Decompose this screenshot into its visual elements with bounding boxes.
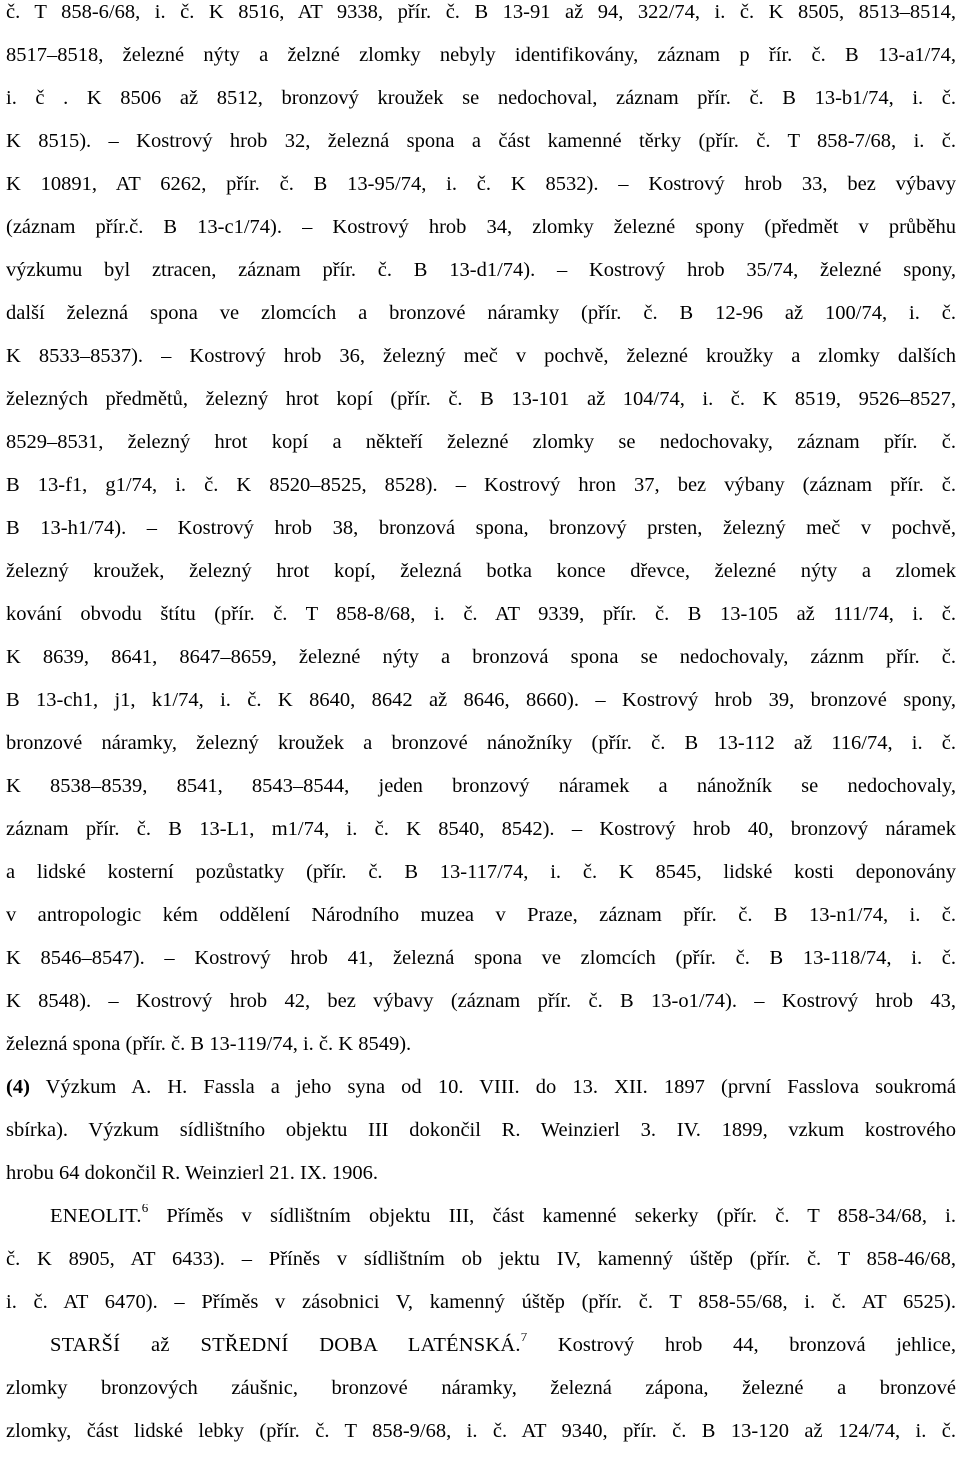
text-line: K 8639, 8641, 8647–8659, železné nýty a bronzová spona se nedochovaly, záznm přír. č. <box>6 646 956 668</box>
text-line: hrobu 64 dokončil R. Weinzierl 21. IX. 1906. <box>6 1162 379 1184</box>
eneolit-text: Příměs v sídlištním objektu III, část kamenné sekerky (přír. č. T 858-34/68, i. <box>148 1205 956 1227</box>
text-line: K 8538–8539, 8541, 8543–8544, jeden bronzový náramek a nánožník se nedochovaly, <box>6 775 956 797</box>
text-line: B 13-ch1, j1, k1/74, i. č. K 8640, 8642 až 8646, 8660). – Kostrový hrob 39, bronzové spony, <box>6 689 956 711</box>
laten-heading-line <box>50 1333 956 1357</box>
period-heading: ENEOLIT. <box>50 1205 142 1227</box>
text-line: výzkumu byl ztracen, záznam přír. č. B 13-d1/74). – Kostrový hrob 35/74, železné spony, <box>6 259 956 281</box>
text-line: 8529–8531, železný hrot kopí a někteří železné zlomky se nedochovaky, záznam přír. č. <box>6 431 956 453</box>
text-line: č. T 858-6/68, i. č. K 8516, AT 9338, přír. č. B 13-91 až 94, 322/74, i. č. K 8505, 8513–8514, <box>6 1 956 23</box>
text-line: K 10891, AT 6262, přír. č. B 13-95/74, i. č. K 8532). – Kostrový hrob 33, bez výbavy <box>6 173 956 195</box>
text-line: bronzové náramky, železný kroužek a bronzové nánožníky (přír. č. B 13-112 až 116/74, i. č. <box>6 732 956 754</box>
text-line: záznam přír. č. B 13-L1, m1/74, i. č. K 8540, 8542). – Kostrový hrob 40, bronzový náramek <box>6 818 956 840</box>
text-line: železných předmětů, železný hrot kopí (přír. č. B 13-101 až 104/74, i. č. K 8519, 9526–8527, <box>6 388 956 410</box>
text-line: i. č. AT 6470). – Příměs v zásobnici V, kamenný úštěp (přír. č. T 858-55/68, i. č. AT 6525). <box>6 1291 956 1313</box>
eneolit-heading-line <box>50 1204 956 1228</box>
laten-text: Kostrový hrob 44, bronzová jehlice, <box>527 1334 956 1356</box>
text-line: v antropologic kém oddělení Národního muzea v Praze, záznam přír. č. B 13-n1/74, i. č. <box>6 904 956 926</box>
section-number: (4) <box>6 1076 30 1098</box>
text-line: kování obvodu štítu (přír. č. T 858-8/68, i. č. AT 9339, přír. č. B 13-105 až 111/74, i. č. <box>6 603 956 625</box>
footnote-ref: 6 <box>141 1204 149 1216</box>
text-line: K 8548). – Kostrový hrob 42, bez výbavy (záznam přír. č. B 13-o1/74). – Kostrový hrob 43, <box>6 990 956 1012</box>
text-line: K 8533–8537). – Kostrový hrob 36, železný meč v pochvě, železné kroužky a zlomky dalších <box>6 345 956 367</box>
text-line: 8517–8518, železné nýty a želzné zlomky nebyly identifikovány, záznam p řír. č. B 13-a1/74, <box>6 44 956 66</box>
text-line: B 13-f1, g1/74, i. č. K 8520–8525, 8528). – Kostrový hron 37, bez výbany (záznam přír. č. <box>6 474 956 496</box>
text-line: K 8515). – Kostrový hrob 32, železná spona a část kamenné těrky (přír. č. T 858-7/68, i. č. <box>6 130 956 152</box>
text-line: i. č . K 8506 až 8512, bronzový kroužek se nedochoval, záznam přír. č. B 13-b1/74, i. č. <box>6 87 956 109</box>
footnote-ref: 7 <box>520 1333 528 1345</box>
text-line: B 13-h1/74). – Kostrový hrob 38, bronzová spona, bronzový prsten, železný meč v pochvě, <box>6 517 956 539</box>
text-line: další železná spona ve zlomcích a bronzové náramky (přír. č. B 12-96 až 100/74, i. č. <box>6 302 956 324</box>
text-line: (záznam přír.č. B 13-c1/74). – Kostrový hrob 34, zlomky železné spony (předmět v průběhu <box>6 216 956 238</box>
text-line: železná spona (přír. č. B 13-119/74, i. č. K 8549). <box>6 1033 412 1055</box>
section-4-line <box>6 1075 956 1099</box>
period-heading: STARŠÍ až STŘEDNÍ DOBA LATÉNSKÁ. <box>50 1334 521 1356</box>
text-line: K 8546–8547). – Kostrový hrob 41, železná spona ve zlomcích (přír. č. B 13-118/74, i. č. <box>6 947 956 969</box>
text-line: a lidské kosterní pozůstatky (přír. č. B 13-117/74, i. č. K 8545, lidské kosti deponovány <box>6 861 956 883</box>
text-line: zlomky bronzových záušnic, bronzové náramky, železná zápona, železné a bronzové <box>6 1377 956 1399</box>
section-4-text: Výzkum A. H. Fassla a jeho syna od 10. VIII. do 13. XII. 1897 (první Fasslova soukromá <box>29 1076 956 1098</box>
text-line: sbírka). Výzkum sídlištního objektu III dokončil R. Weinzierl 3. IV. 1899, vzkum kostrového <box>6 1119 956 1141</box>
text-line: železný kroužek, železný hrot kopí, železná botka konce dřevce, železné nýty a zlomek <box>6 560 956 582</box>
text-line: zlomky, část lidské lebky (přír. č. T 858-9/68, i. č. AT 9340, přír. č. B 13-120 až 124/74, i. č. <box>6 1420 956 1442</box>
text-line: č. K 8905, AT 6433). – Příněs v sídlištním ob jektu IV, kamenný úštěp (přír. č. T 858-46/68, <box>6 1248 956 1270</box>
